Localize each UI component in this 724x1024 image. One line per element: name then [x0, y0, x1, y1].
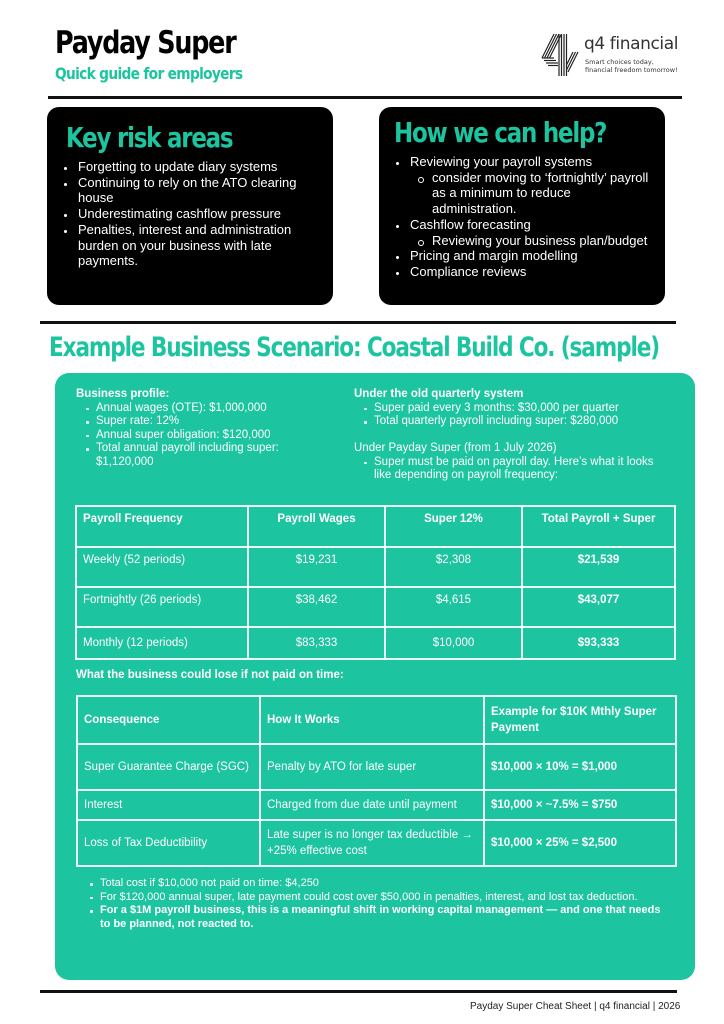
section-divider: [40, 321, 676, 324]
table-cell: $10,000 × ~7.5% = $750: [484, 790, 676, 820]
q4-logo-icon: [540, 32, 580, 78]
summary-item-highlight: For a $1M payroll business, this is a meaningful shift in working capital management — and one that needs to be planned, not reacted to.: [80, 904, 670, 931]
table-cell: Penalty by ATO for late super: [260, 744, 484, 790]
table-row: [77, 744, 676, 790]
table-cell: $38,462: [248, 587, 385, 627]
risk-item: Penalties, interest and administration burden on your business with late payments.: [61, 222, 323, 269]
header-divider: [48, 96, 682, 99]
old-system-heading: Under the old quarterly system: [354, 388, 524, 400]
card-title: Key risk areas: [66, 121, 233, 154]
table-cell: $21,539: [522, 547, 675, 587]
risk-list: [61, 159, 323, 269]
table-row: [76, 547, 675, 587]
old-quarterly-system: [354, 388, 674, 429]
column-header: Payroll Wages: [248, 506, 385, 547]
table-cell: $4,615: [385, 587, 522, 627]
loss-heading: What the business could lose if not paid on time:: [76, 669, 344, 681]
logo-tagline: [585, 58, 678, 74]
table-row: [77, 790, 676, 820]
table-cell: $2,308: [385, 547, 522, 587]
table-cell: Super Guarantee Charge (SGC): [77, 744, 260, 790]
table-cell: Fortnightly (26 periods): [76, 587, 248, 627]
column-header: How It Works: [260, 696, 484, 744]
footer-text: Payday Super Cheat Sheet | q4 financial | 2026: [470, 1001, 681, 1012]
help-item: Pricing and margin modelling: [393, 248, 655, 264]
help-list: [393, 154, 655, 280]
risk-item: Continuing to rely on the ATO clearing house: [61, 175, 323, 206]
table-cell: $10,000 × 25% = $2,500: [484, 820, 676, 866]
table-cell: Interest: [77, 790, 260, 820]
summary-list: [80, 877, 670, 932]
tagline-line-2: financial freedom tomorrow!: [585, 66, 678, 74]
table-header-row: [77, 696, 676, 744]
help-item: Compliance reviews: [393, 264, 655, 280]
table-row: [76, 627, 675, 659]
consequence-table: [76, 695, 677, 867]
table-header-row: [76, 506, 675, 547]
column-header: Payroll Frequency: [76, 506, 248, 547]
scenario-title: Example Business Scenario: Coastal Build Co. (sample): [49, 332, 660, 363]
profile-item: Super rate: 12%: [76, 415, 331, 429]
payday-super-heading: Under Payday Super (from 1 July 2026): [354, 442, 557, 454]
help-subitem: consider moving to ‘fortnightly’ payroll as a minimum to reduce administration.: [393, 170, 655, 217]
table-cell: $10,000 × 10% = $1,000: [484, 744, 676, 790]
table-cell: $83,333: [248, 627, 385, 659]
table-row: [77, 820, 676, 866]
table-cell: Loss of Tax Deductibility: [77, 820, 260, 866]
card-title: How we can help?: [394, 116, 607, 149]
payroll-frequency-table: [75, 505, 676, 660]
footer-divider: [40, 990, 677, 993]
profile-item: Total annual payroll including super: $1,120,000: [76, 442, 331, 469]
table-cell: $43,077: [522, 587, 675, 627]
page-subtitle: Quick guide for employers: [55, 64, 243, 83]
help-item: Cashflow forecasting: [393, 217, 655, 233]
table-cell: Late super is no longer tax deductible → +25% effective cost: [260, 820, 484, 866]
business-profile: [76, 388, 331, 469]
summary-item: For $120,000 annual super, late payment could cost over $50,000 in penalties, interest, and lost tax deduction.: [80, 891, 670, 905]
help-subitem: Reviewing your business plan/budget: [393, 233, 655, 249]
table-cell: Monthly (12 periods): [76, 627, 248, 659]
summary-item: Total cost if $10,000 not paid on time: $4,250: [80, 877, 670, 891]
column-header: Example for $10K Mthly Super Payment: [484, 696, 676, 744]
profile-item: Annual super obligation: $120,000: [76, 429, 331, 443]
payday-super-item: Super must be paid on payroll day. Here’s what it looks like depending on payroll frequency:: [354, 456, 654, 483]
table-cell: $93,333: [522, 627, 675, 659]
tagline-line-1: Smart choices today,: [585, 58, 654, 66]
old-system-item: Super paid every 3 months: $30,000 per quarter: [354, 402, 674, 416]
help-item: Reviewing your payroll systems: [393, 154, 655, 170]
column-header: Consequence: [77, 696, 260, 744]
old-system-item: Total quarterly payroll including super: $280,000: [354, 415, 674, 429]
table-cell: $19,231: [248, 547, 385, 587]
risk-item: Forgetting to update diary systems: [61, 159, 323, 175]
payday-super-info: [354, 442, 654, 483]
table-cell: Weekly (52 periods): [76, 547, 248, 587]
column-header: Super 12%: [385, 506, 522, 547]
table-cell: Charged from due date until payment: [260, 790, 484, 820]
scenario-panel: [55, 373, 695, 980]
page-title: Payday Super: [55, 25, 236, 61]
business-profile-heading: Business profile:: [76, 388, 170, 400]
table-cell: $10,000: [385, 627, 522, 659]
how-we-can-help-card: [379, 107, 665, 305]
key-risk-areas-card: [47, 107, 333, 305]
profile-item: Annual wages (OTE): $1,000,000: [76, 402, 331, 416]
column-header: Total Payroll + Super: [522, 506, 675, 547]
logo-wordmark: q4 financial: [584, 34, 679, 54]
table-row: [76, 587, 675, 627]
q4-financial-logo: [540, 32, 690, 80]
risk-item: Underestimating cashflow pressure: [61, 206, 323, 222]
